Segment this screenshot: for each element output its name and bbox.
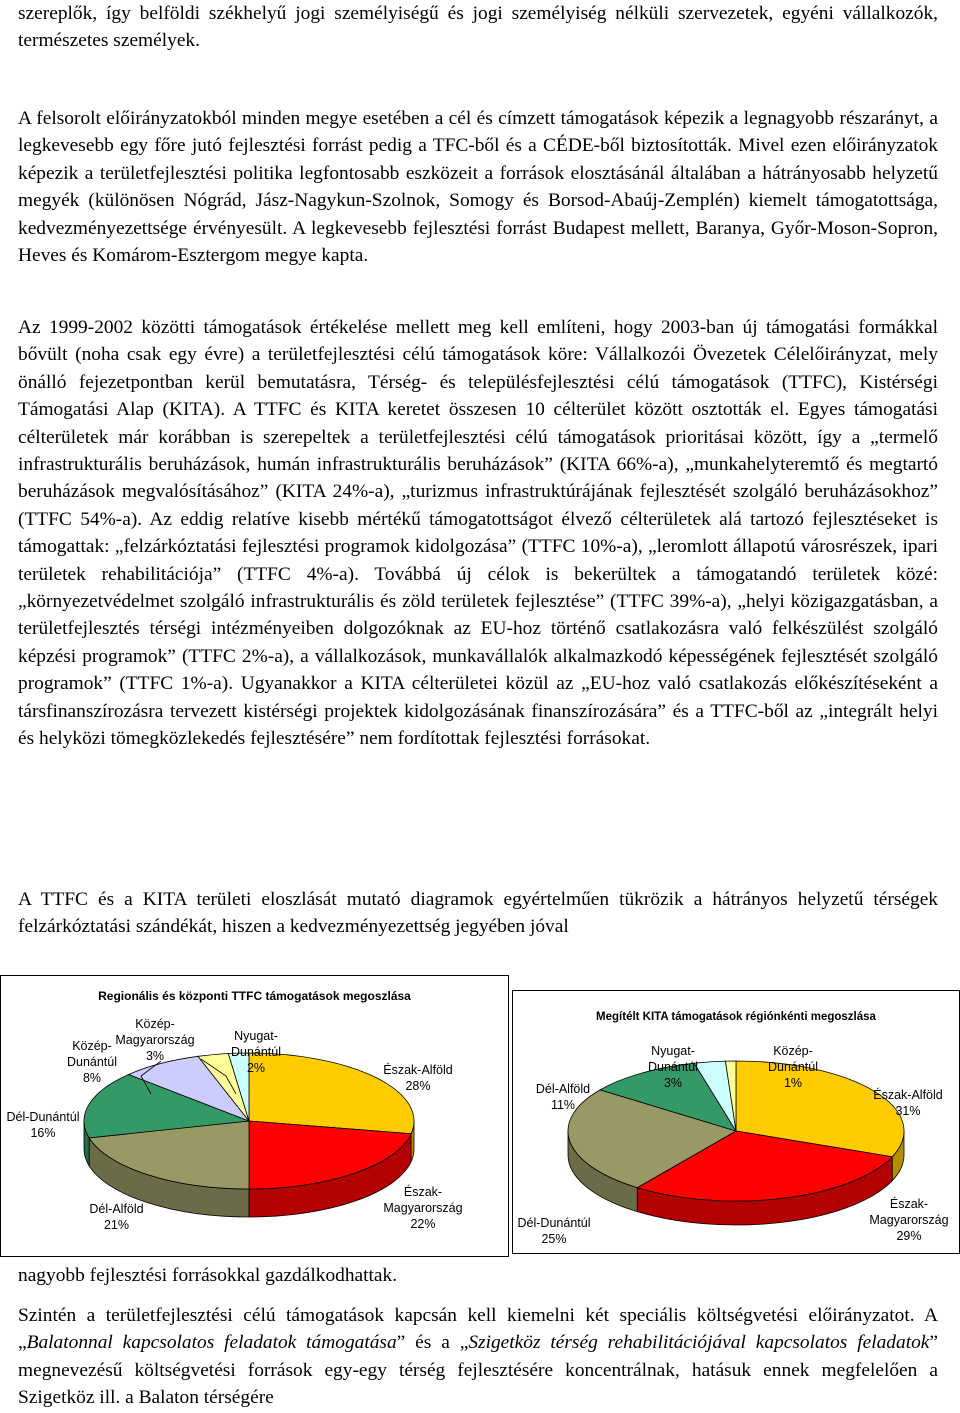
paragraph-6-italic: Balatonnal kapcsolatos feladatok támogatása [26, 1332, 397, 1354]
slice-label-eszak-magyarorszag: Észak- Magyarország 29% [869, 1197, 949, 1243]
slice-label-del-dunantul: Dél-Dunántúl 16% [6, 1110, 80, 1140]
paragraph-6-text: ” és a „ [396, 1332, 469, 1354]
paragraph-6-italic: Szigetköz térség rehabilitációjával kapcsolatos feladatok [468, 1332, 930, 1354]
slice-label-nyugat-dunantul: Nyugat- Dunántúl 2% [230, 1029, 282, 1075]
slice-label-del-dunantul: Dél-Dunántúl 25% [517, 1216, 591, 1246]
slice-label-eszak-alfold: Észak-Alföld 31% [873, 1088, 943, 1118]
slice-label-kozep-dunantul: Közép- Dunántúl 8% [66, 1039, 118, 1085]
slice-label-del-alfold: Dél-Alföld 21% [89, 1202, 144, 1232]
slice-label-kozep-dunantul: Közép- Dunántúl 1% [767, 1044, 819, 1090]
slice-label-eszak-alfold: Észak-Alföld 28% [383, 1063, 453, 1093]
kita-pie-chart [512, 990, 960, 1254]
slice-label-nyugat-dunantul: Nyugat- Dunántúl 3% [647, 1044, 699, 1090]
paragraph-3: Az 1999-2002 közötti támogatások értékelése mellett meg kell említeni, hogy 2003-ban új támogatási formákkal bővült (noha csak egy évre) a területfejlesztési célú támogatások köre: Vállalkozói Övezetek Célelőirányzat, mely önálló fejezetpontban kerül bemutatásra, Térség- és településfejlesztési célú támogatások (TTFC), Kistérségi Támogatási Alap (KITA). A TTFC és KITA keretet összesen 10 célterület között osztották el. Egyes támogatási célterületek már korábban is szerepeltek a területfejlesztési célú támogatások prioritásai között, így a „termelő infrastrukturális beruházások, humán infrastrukturális beruházások” (KITA 66%-a), „munkahelyteremtő és megtartó beruházások megvalósításához” (KITA 24%-a), „turizmus infrastruktúrájának fejlesztését szolgáló beruházásokhoz” (TTFC 54%-a). Az eddig relatíve kisebb mértékű támogatottságot élvező célterületek alá tartozó fejlesztéseket is támogattak: „felzárkóztatási fejlesztési programok kidolgozása” (TTFC 10%-a), „leromlott állapotú városrészek, ipari területek rehabilitációja” (TTFC 4%-a). Továbbá új célok is bekerültek a támogatandó területek közé: „környezetvédelmet szolgáló infrastrukturális és zöld területek fejlesztése” (TTFC 39%-a), „helyi közigazgatásban, a területfejlesztés térségi intézményeiben dolgozóknak az EU-hoz történő csatlakozásra való felkészülést szolgáló képzési programok” (TTFC 2%-a), a vállalkozások, munkavállalók alkalmazkodó képességének fejlesztését szolgáló programok” (TTFC 1%-a). Ugyanakkor a KITA célterületei közül az „EU-hoz való csatlakozás előkészítéseként a társfinanszírozásra tervezett kistérségi projektek kidolgozásának finanszírozására” és a TTFC-ből az „integrált helyi és helyközi tömegközlekedés fejlesztésére” nem fordítottak fejlesztési forrásokat. [18, 317, 938, 750]
paragraph-4: A TTFC és a KITA területi eloszlását mutató diagramok egyértelműen tükrözik a hátrányos helyzetű térségek felzárkóztatási szándékát, hiszen a kedvezményezettség jegyében jóval [18, 889, 938, 938]
paragraph-2: A felsorolt előirányzatokból minden megye esetében a cél és címzett támogatások képezik a legnagyobb részarányt, a legkevesebb egy főre jutó fejlesztési forrást pedig a TFC-ből és a CÉDE-ből biztosították. Mivel ezen előirányzatok képezik a területfejlesztési politika legfontosabb eszközeit a források elosztásánál általában a hátrányosabb helyzetű megyék (különösen Nógrád, Jász-Nagykun-Szolnok, Somogy és Borsod-Abaúj-Zemplén) kiemelt támogatottsága, kedvezményezettsége érvényesült. A legkevesebb fejlesztési forrást Budapest mellett, Baranya, Győr-Moson-Sopron, Heves és Komárom-Esztergom megye kapta. [18, 108, 938, 267]
paragraph-6-text: Szintén a területfejlesztési célú támogatások kapcsán kell kiemelni két speciális költségvetési előirányzatot. A „ [18, 1305, 938, 1354]
paragraph-5: nagyobb fejlesztési forrásokkal gazdálkodhattak. [18, 1265, 398, 1286]
ttfc-pie-chart [0, 975, 509, 1257]
chart-title: Regionális és központi TTFC támogatások megoszlása [98, 989, 411, 1003]
slice-label-eszak-magyarorszag: Észak- Magyarország 22% [383, 1185, 463, 1231]
paragraph-6 [18, 1302, 938, 1412]
paragraph-6-text: ” megnevezésű költségvetési források egy-egy térség fejlesztésére koncentrálnak, hatásuk ennek megfelelően a Szigetköz ill. a Balaton térségére [18, 1332, 938, 1409]
slice-label-del-alfold: Dél-Alföld 11% [535, 1082, 591, 1112]
slice-label-kozep-magyarorszag: Közép- Magyarország 3% [115, 1017, 195, 1063]
paragraph-1: szereplők, így belföldi székhelyű jogi személyiségű és jogi személyiség nélküli szervezetek, egyéni vállalkozók, természetes személyek. [18, 3, 938, 52]
chart-title: Megítélt KITA támogatások régiónkénti megoszlása [596, 1011, 876, 1023]
